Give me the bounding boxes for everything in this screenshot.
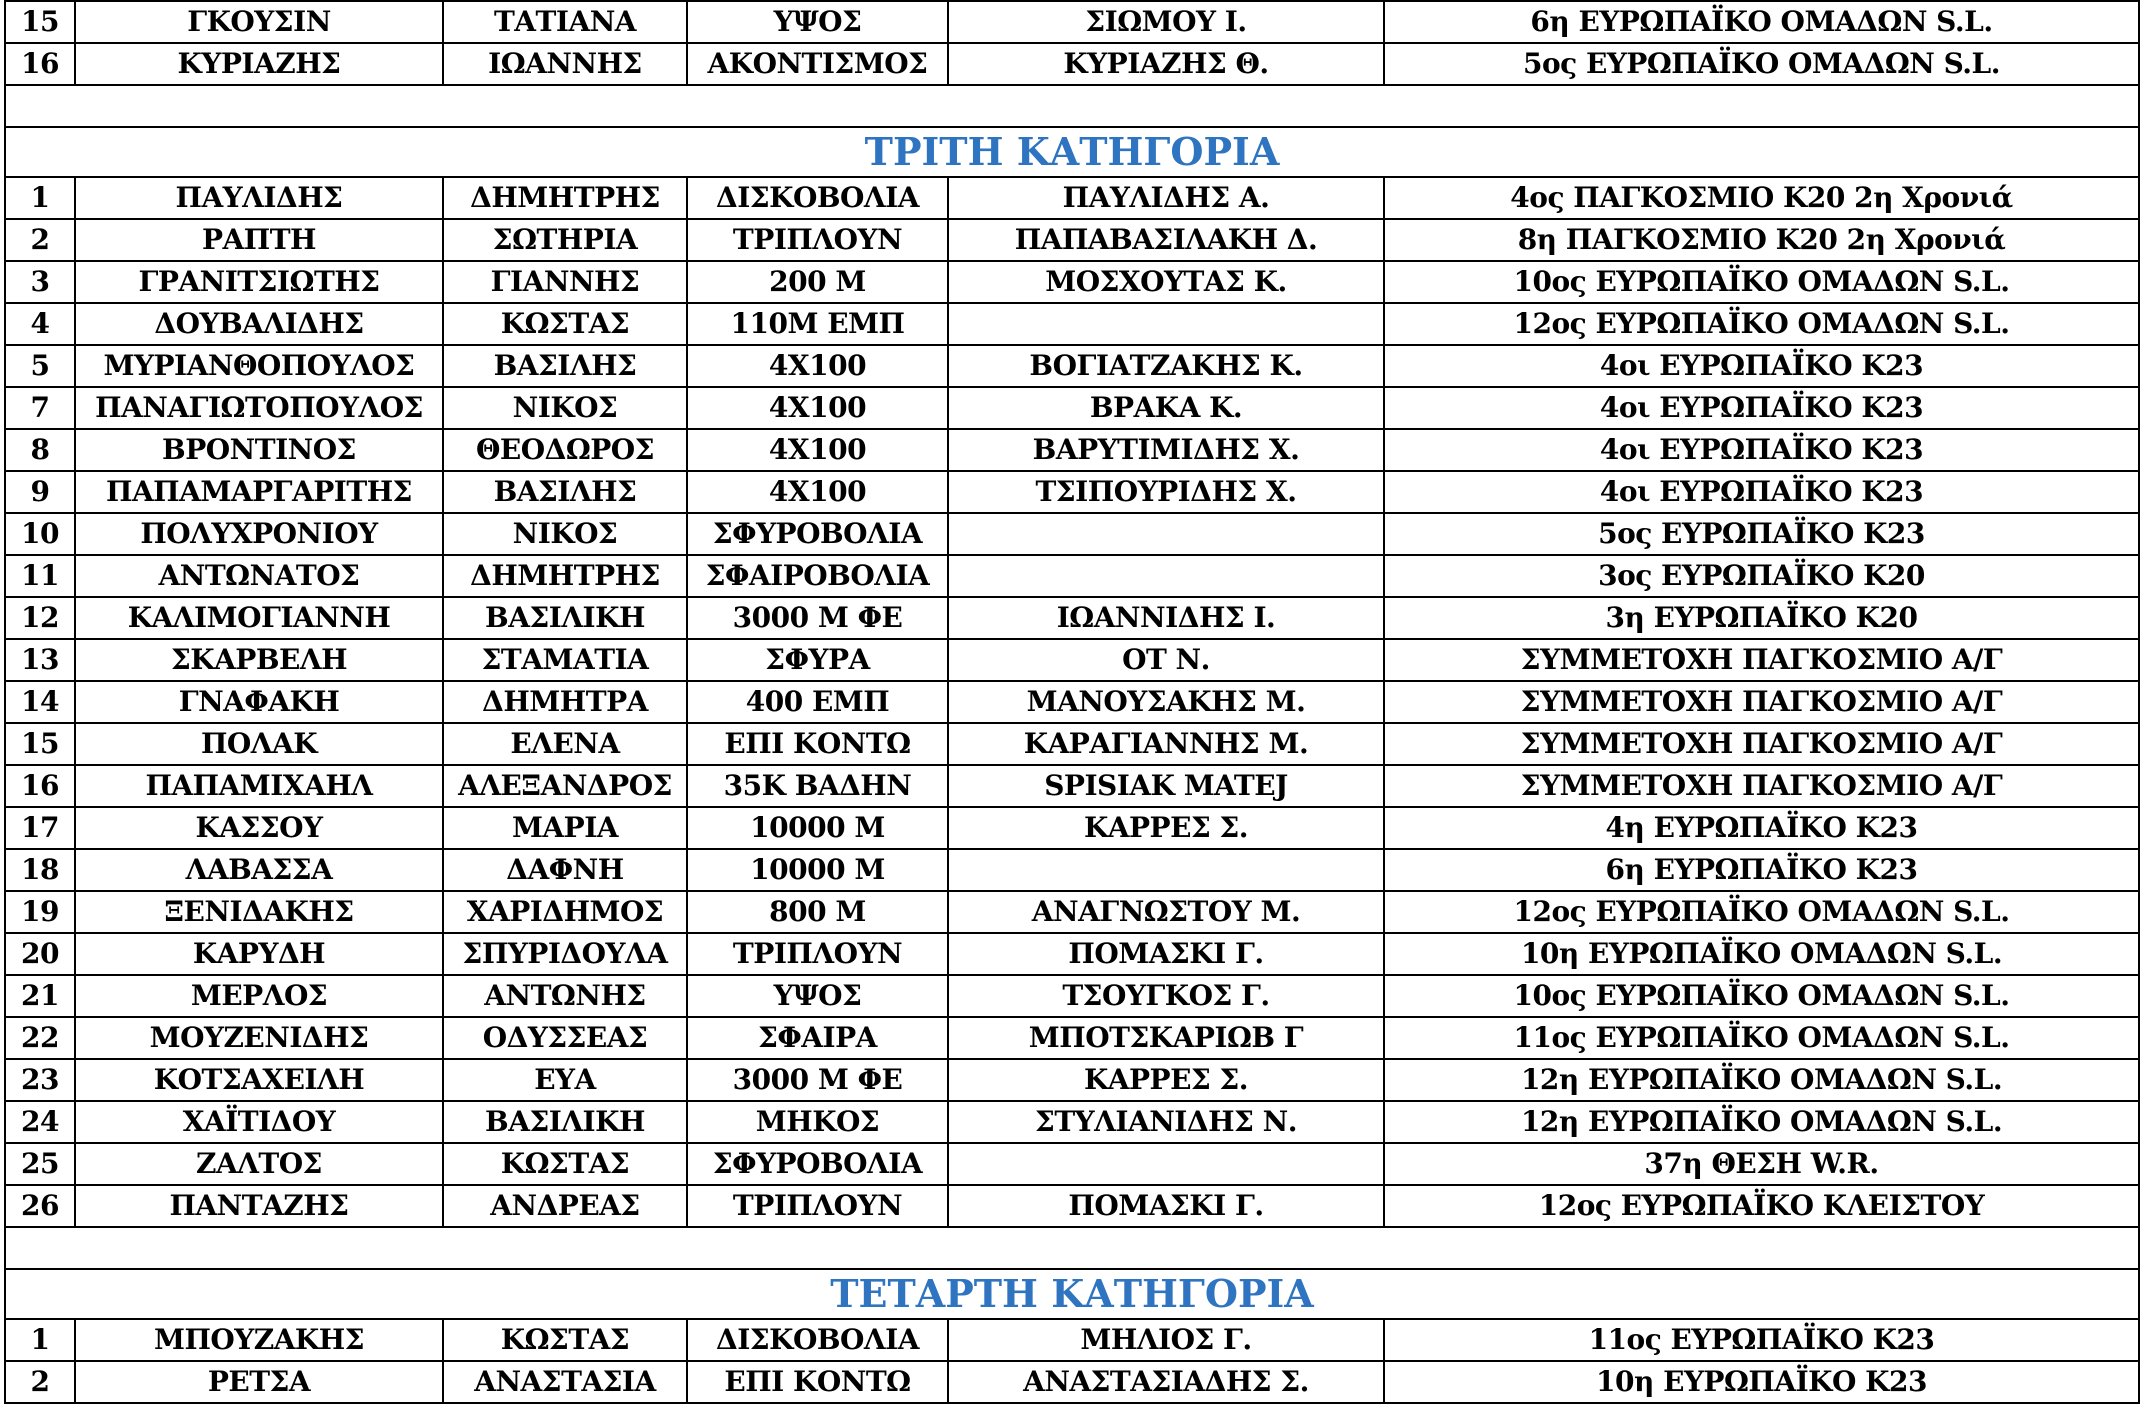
row-number-cell: 1 (5, 1319, 75, 1361)
row-number-cell: 15 (5, 1, 75, 43)
row-number-cell: 2 (5, 219, 75, 261)
row-number-cell: 19 (5, 891, 75, 933)
coach-cell (948, 849, 1384, 891)
surname-cell: ΜΟΥΖΕΝΙΔΗΣ (75, 1017, 443, 1059)
event-cell: 800 Μ (687, 891, 948, 933)
result-cell: ΣΥΜΜΕΤΟΧΗ ΠΑΓΚΟΣΜΙΟ Α/Γ (1384, 639, 2139, 681)
event-cell: ΔΙΣΚΟΒΟΛΙΑ (687, 177, 948, 219)
coach-cell: ΒΟΓΙΑΤΖΑΚΗΣ Κ. (948, 345, 1384, 387)
event-cell: 10000 Μ (687, 849, 948, 891)
first-name-cell: ΣΤΑΜΑΤΙΑ (443, 639, 687, 681)
surname-cell: ΡΕΤΣΑ (75, 1361, 443, 1403)
table-row (5, 597, 2139, 639)
result-cell: ΣΥΜΜΕΤΟΧΗ ΠΑΓΚΟΣΜΙΟ Α/Γ (1384, 681, 2139, 723)
table-row (5, 1059, 2139, 1101)
result-cell: ΣΥΜΜΕΤΟΧΗ ΠΑΓΚΟΣΜΙΟ Α/Γ (1384, 723, 2139, 765)
table-row (5, 387, 2139, 429)
coach-cell (948, 513, 1384, 555)
event-cell: 4Χ100 (687, 429, 948, 471)
result-cell: 3ος ΕΥΡΩΠΑΪΚΟ Κ20 (1384, 555, 2139, 597)
result-cell: 11ος ΕΥΡΩΠΑΪΚΟ ΟΜΑΔΩΝ S.L. (1384, 1017, 2139, 1059)
result-cell: 12ος ΕΥΡΩΠΑΪΚΟ ΟΜΑΔΩΝ S.L. (1384, 303, 2139, 345)
first-name-cell: ΒΑΣΙΛΙΚΗ (443, 597, 687, 639)
surname-cell: ΞΕΝΙΔΑΚΗΣ (75, 891, 443, 933)
row-number-cell: 9 (5, 471, 75, 513)
event-cell: 10000 Μ (687, 807, 948, 849)
event-cell: 4Χ100 (687, 387, 948, 429)
table-row (5, 765, 2139, 807)
first-name-cell: ΓΙΑΝΝΗΣ (443, 261, 687, 303)
result-cell: 10ος ΕΥΡΩΠΑΪΚΟ ΟΜΑΔΩΝ S.L. (1384, 261, 2139, 303)
event-cell: ΣΦΥΡΑ (687, 639, 948, 681)
table-row (5, 1101, 2139, 1143)
surname-cell: ΠΑΥΛΙΔΗΣ (75, 177, 443, 219)
first-name-cell: ΚΩΣΤΑΣ (443, 1319, 687, 1361)
table-row (5, 429, 2139, 471)
first-name-cell: ΔΑΦΝΗ (443, 849, 687, 891)
coach-cell: ΑΝΑΓΝΩΣΤΟΥ Μ. (948, 891, 1384, 933)
coach-cell: ΤΣΟΥΓΚΟΣ Γ. (948, 975, 1384, 1017)
table-row (5, 681, 2139, 723)
event-cell: 3000 Μ ΦΕ (687, 1059, 948, 1101)
result-cell: 10η ΕΥΡΩΠΑΪΚΟ Κ23 (1384, 1361, 2139, 1403)
surname-cell: ΓΡΑΝΙΤΣΙΩΤΗΣ (75, 261, 443, 303)
surname-cell: ΚΑΡΥΔΗ (75, 933, 443, 975)
event-cell: ΣΦΥΡΟΒΟΛΙΑ (687, 513, 948, 555)
result-cell: 4οι ΕΥΡΩΠΑΪΚΟ Κ23 (1384, 429, 2139, 471)
first-name-cell: ΒΑΣΙΛΗΣ (443, 345, 687, 387)
row-number-cell: 13 (5, 639, 75, 681)
table-row (5, 261, 2139, 303)
coach-cell: ΙΩΑΝΝΙΔΗΣ Ι. (948, 597, 1384, 639)
row-number-cell: 2 (5, 1361, 75, 1403)
event-cell: ΥΨΟΣ (687, 975, 948, 1017)
row-number-cell: 16 (5, 765, 75, 807)
table-row (5, 513, 2139, 555)
surname-cell: ΛΑΒΑΣΣΑ (75, 849, 443, 891)
row-number-cell: 12 (5, 597, 75, 639)
result-cell: 5ος ΕΥΡΩΠΑΪΚΟ Κ23 (1384, 513, 2139, 555)
event-cell: ΤΡΙΠΛΟΥΝ (687, 933, 948, 975)
event-cell: ΑΚΟΝΤΙΣΜΟΣ (687, 43, 948, 85)
blank-spacer-row (5, 85, 2139, 127)
first-name-cell: ΑΝΑΣΤΑΣΙΑ (443, 1361, 687, 1403)
surname-cell: ΠΑΠΑΜΑΡΓΑΡΙΤΗΣ (75, 471, 443, 513)
event-cell: ΤΡΙΠΛΟΥΝ (687, 1185, 948, 1227)
surname-cell: ΠΟΛΥΧΡΟΝΙΟΥ (75, 513, 443, 555)
row-number-cell: 14 (5, 681, 75, 723)
coach-cell: ΚΑΡΑΓΙΑΝΝΗΣ Μ. (948, 723, 1384, 765)
table-row (5, 807, 2139, 849)
result-cell: 5ος ΕΥΡΩΠΑΪΚΟ ΟΜΑΔΩΝ S.L. (1384, 43, 2139, 85)
coach-cell: ΚΑΡΡΕΣ Σ. (948, 807, 1384, 849)
blank-spacer-row (5, 1227, 2139, 1269)
row-number-cell: 1 (5, 177, 75, 219)
coach-cell: ΑΝΑΣΤΑΣΙΑΔΗΣ Σ. (948, 1361, 1384, 1403)
result-cell: 12η ΕΥΡΩΠΑΪΚΟ ΟΜΑΔΩΝ S.L. (1384, 1101, 2139, 1143)
row-number-cell: 26 (5, 1185, 75, 1227)
event-cell: ΕΠΙ ΚΟΝΤΩ (687, 723, 948, 765)
event-cell: 4Χ100 (687, 345, 948, 387)
table-row (5, 471, 2139, 513)
event-cell: 400 ΕΜΠ (687, 681, 948, 723)
row-number-cell: 11 (5, 555, 75, 597)
table-row (5, 43, 2139, 85)
table-row (5, 849, 2139, 891)
first-name-cell: ΘΕΟΔΩΡΟΣ (443, 429, 687, 471)
category-heading: ΤΕΤΑΡΤΗ ΚΑΤΗΓΟΡΙΑ (5, 1269, 2139, 1319)
table-row (5, 345, 2139, 387)
row-number-cell: 22 (5, 1017, 75, 1059)
coach-cell: ΣΤΥΛΙΑΝΙΔΗΣ Ν. (948, 1101, 1384, 1143)
result-cell: 10ος ΕΥΡΩΠΑΪΚΟ ΟΜΑΔΩΝ S.L. (1384, 975, 2139, 1017)
coach-cell: ΤΣΙΠΟΥΡΙΔΗΣ Χ. (948, 471, 1384, 513)
surname-cell: ΠΑΝΑΓΙΩΤΟΠΟΥΛΟΣ (75, 387, 443, 429)
category-heading-row (5, 1269, 2139, 1319)
row-number-cell: 25 (5, 1143, 75, 1185)
first-name-cell: ΣΩΤΗΡΙΑ (443, 219, 687, 261)
athletes-table-body (5, 1, 2139, 1403)
first-name-cell: ΣΠΥΡΙΔΟΥΛΑ (443, 933, 687, 975)
row-number-cell: 20 (5, 933, 75, 975)
table-row (5, 723, 2139, 765)
event-cell: 200 Μ (687, 261, 948, 303)
first-name-cell: ΜΑΡΙΑ (443, 807, 687, 849)
row-number-cell: 21 (5, 975, 75, 1017)
result-cell: 4η ΕΥΡΩΠΑΪΚΟ Κ23 (1384, 807, 2139, 849)
surname-cell: ΠΑΠΑΜΙΧΑΗΛ (75, 765, 443, 807)
result-cell: 12η ΕΥΡΩΠΑΪΚΟ ΟΜΑΔΩΝ S.L. (1384, 1059, 2139, 1101)
row-number-cell: 16 (5, 43, 75, 85)
coach-cell: SPISIAK MATEJ (948, 765, 1384, 807)
first-name-cell: ΚΩΣΤΑΣ (443, 303, 687, 345)
event-cell: 110Μ ΕΜΠ (687, 303, 948, 345)
result-cell: 4ος ΠΑΓΚΟΣΜΙΟ Κ20 2η Χρονιά (1384, 177, 2139, 219)
coach-cell: ΜΟΣΧΟΥΤΑΣ Κ. (948, 261, 1384, 303)
row-number-cell: 3 (5, 261, 75, 303)
surname-cell: ΜΕΡΛΟΣ (75, 975, 443, 1017)
event-cell: 4Χ100 (687, 471, 948, 513)
surname-cell: ΔΟΥΒΑΛΙΔΗΣ (75, 303, 443, 345)
row-number-cell: 4 (5, 303, 75, 345)
result-cell: 4οι ΕΥΡΩΠΑΪΚΟ Κ23 (1384, 387, 2139, 429)
table-row (5, 933, 2139, 975)
first-name-cell: ΔΗΜΗΤΡΗΣ (443, 177, 687, 219)
first-name-cell: ΤΑΤΙΑΝΑ (443, 1, 687, 43)
coach-cell: ΟΤ Ν. (948, 639, 1384, 681)
first-name-cell: ΕΛΕΝΑ (443, 723, 687, 765)
coach-cell (948, 1143, 1384, 1185)
result-cell: 12ος ΕΥΡΩΠΑΪΚΟ ΚΛΕΙΣΤΟΥ (1384, 1185, 2139, 1227)
event-cell: ΣΦΑΙΡΑ (687, 1017, 948, 1059)
table-row (5, 177, 2139, 219)
surname-cell: ΧΑΪΤΙΔΟΥ (75, 1101, 443, 1143)
result-cell: 3η ΕΥΡΩΠΑΪΚΟ Κ20 (1384, 597, 2139, 639)
row-number-cell: 24 (5, 1101, 75, 1143)
event-cell: 35Κ ΒΑΔΗΝ (687, 765, 948, 807)
coach-cell (948, 555, 1384, 597)
category-heading-row (5, 127, 2139, 177)
coach-cell: ΒΡΑΚΑ Κ. (948, 387, 1384, 429)
coach-cell: ΣΙΩΜΟΥ Ι. (948, 1, 1384, 43)
coach-cell: ΒΑΡΥΤΙΜΙΔΗΣ Χ. (948, 429, 1384, 471)
result-cell: 12ος ΕΥΡΩΠΑΪΚΟ ΟΜΑΔΩΝ S.L. (1384, 891, 2139, 933)
coach-cell: ΚΥΡΙΑΖΗΣ Θ. (948, 43, 1384, 85)
category-heading: ΤΡΙΤΗ ΚΑΤΗΓΟΡΙΑ (5, 127, 2139, 177)
first-name-cell: ΑΝΤΩΝΗΣ (443, 975, 687, 1017)
event-cell: ΣΦΑΙΡΟΒΟΛΙΑ (687, 555, 948, 597)
coach-cell: ΠΑΥΛΙΔΗΣ Α. (948, 177, 1384, 219)
first-name-cell: ΕΥΑ (443, 1059, 687, 1101)
result-cell: ΣΥΜΜΕΤΟΧΗ ΠΑΓΚΟΣΜΙΟ Α/Γ (1384, 765, 2139, 807)
surname-cell: ΓΝΑΦΑΚΗ (75, 681, 443, 723)
first-name-cell: ΒΑΣΙΛΙΚΗ (443, 1101, 687, 1143)
surname-cell: ΑΝΤΩΝΑΤΟΣ (75, 555, 443, 597)
athletes-table (4, 0, 2140, 1404)
first-name-cell: ΒΑΣΙΛΗΣ (443, 471, 687, 513)
row-number-cell: 18 (5, 849, 75, 891)
first-name-cell: ΝΙΚΟΣ (443, 513, 687, 555)
table-row (5, 1361, 2139, 1403)
table-row (5, 891, 2139, 933)
coach-cell: ΠΟΜΑΣΚΙ Γ. (948, 933, 1384, 975)
result-cell: 8η ΠΑΓΚΟΣΜΙΟ Κ20 2η Χρονιά (1384, 219, 2139, 261)
event-cell: 3000 Μ ΦΕ (687, 597, 948, 639)
first-name-cell: ΑΛΕΞΑΝΔΡΟΣ (443, 765, 687, 807)
event-cell: ΕΠΙ ΚΟΝΤΩ (687, 1361, 948, 1403)
coach-cell: ΠΟΜΑΣΚΙ Γ. (948, 1185, 1384, 1227)
event-cell: ΥΨΟΣ (687, 1, 948, 43)
first-name-cell: ΑΝΔΡΕΑΣ (443, 1185, 687, 1227)
row-number-cell: 5 (5, 345, 75, 387)
event-cell: ΤΡΙΠΛΟΥΝ (687, 219, 948, 261)
first-name-cell: ΔΗΜΗΤΡΑ (443, 681, 687, 723)
row-number-cell: 10 (5, 513, 75, 555)
surname-cell: ΚΟΤΣΑΧΕΙΛΗ (75, 1059, 443, 1101)
coach-cell (948, 303, 1384, 345)
event-cell: ΜΗΚΟΣ (687, 1101, 948, 1143)
blank-spacer-cell (5, 1227, 2139, 1269)
table-row (5, 555, 2139, 597)
table-row (5, 1017, 2139, 1059)
table-row (5, 1319, 2139, 1361)
coach-cell: ΜΠΟΤΣΚΑΡΙΩΒ Γ (948, 1017, 1384, 1059)
first-name-cell: ΝΙΚΟΣ (443, 387, 687, 429)
table-row (5, 639, 2139, 681)
coach-cell: ΜΗΛΙΟΣ Γ. (948, 1319, 1384, 1361)
coach-cell: ΠΑΠΑΒΑΣΙΛΑΚΗ Δ. (948, 219, 1384, 261)
row-number-cell: 17 (5, 807, 75, 849)
row-number-cell: 7 (5, 387, 75, 429)
surname-cell: ΚΑΣΣΟΥ (75, 807, 443, 849)
event-cell: ΔΙΣΚΟΒΟΛΙΑ (687, 1319, 948, 1361)
table-row (5, 975, 2139, 1017)
surname-cell: ΜΥΡΙΑΝΘΟΠΟΥΛΟΣ (75, 345, 443, 387)
table-row (5, 1143, 2139, 1185)
table-row (5, 1185, 2139, 1227)
result-cell: 37η ΘΕΣΗ W.R. (1384, 1143, 2139, 1185)
result-cell: 10η ΕΥΡΩΠΑΪΚΟ ΟΜΑΔΩΝ S.L. (1384, 933, 2139, 975)
first-name-cell: ΚΩΣΤΑΣ (443, 1143, 687, 1185)
table-row (5, 303, 2139, 345)
coach-cell: ΜΑΝΟΥΣΑΚΗΣ Μ. (948, 681, 1384, 723)
row-number-cell: 15 (5, 723, 75, 765)
surname-cell: ΒΡΟΝΤΙΝΟΣ (75, 429, 443, 471)
table-row (5, 1, 2139, 43)
result-cell: 4οι ΕΥΡΩΠΑΪΚΟ Κ23 (1384, 345, 2139, 387)
surname-cell: ΠΑΝΤΑΖΗΣ (75, 1185, 443, 1227)
row-number-cell: 23 (5, 1059, 75, 1101)
table-row (5, 219, 2139, 261)
first-name-cell: ΧΑΡΙΔΗΜΟΣ (443, 891, 687, 933)
surname-cell: ΡΑΠΤΗ (75, 219, 443, 261)
surname-cell: ΖΑΛΤΟΣ (75, 1143, 443, 1185)
surname-cell: ΜΠΟΥΖΑΚΗΣ (75, 1319, 443, 1361)
first-name-cell: ΙΩΑΝΝΗΣ (443, 43, 687, 85)
result-cell: 11ος ΕΥΡΩΠΑΪΚΟ Κ23 (1384, 1319, 2139, 1361)
surname-cell: ΠΟΛΑΚ (75, 723, 443, 765)
surname-cell: ΓΚΟΥΣΙΝ (75, 1, 443, 43)
blank-spacer-cell (5, 85, 2139, 127)
first-name-cell: ΔΗΜΗΤΡΗΣ (443, 555, 687, 597)
result-cell: 6η ΕΥΡΩΠΑΪΚΟ ΟΜΑΔΩΝ S.L. (1384, 1, 2139, 43)
result-cell: 6η ΕΥΡΩΠΑΪΚΟ Κ23 (1384, 849, 2139, 891)
row-number-cell: 8 (5, 429, 75, 471)
surname-cell: ΚΥΡΙΑΖΗΣ (75, 43, 443, 85)
surname-cell: ΣΚΑΡΒΕΛΗ (75, 639, 443, 681)
surname-cell: ΚΑΛΙΜΟΓΙΑΝΝΗ (75, 597, 443, 639)
event-cell: ΣΦΥΡΟΒΟΛΙΑ (687, 1143, 948, 1185)
result-cell: 4οι ΕΥΡΩΠΑΪΚΟ Κ23 (1384, 471, 2139, 513)
coach-cell: ΚΑΡΡΕΣ Σ. (948, 1059, 1384, 1101)
first-name-cell: ΟΔΥΣΣΕΑΣ (443, 1017, 687, 1059)
